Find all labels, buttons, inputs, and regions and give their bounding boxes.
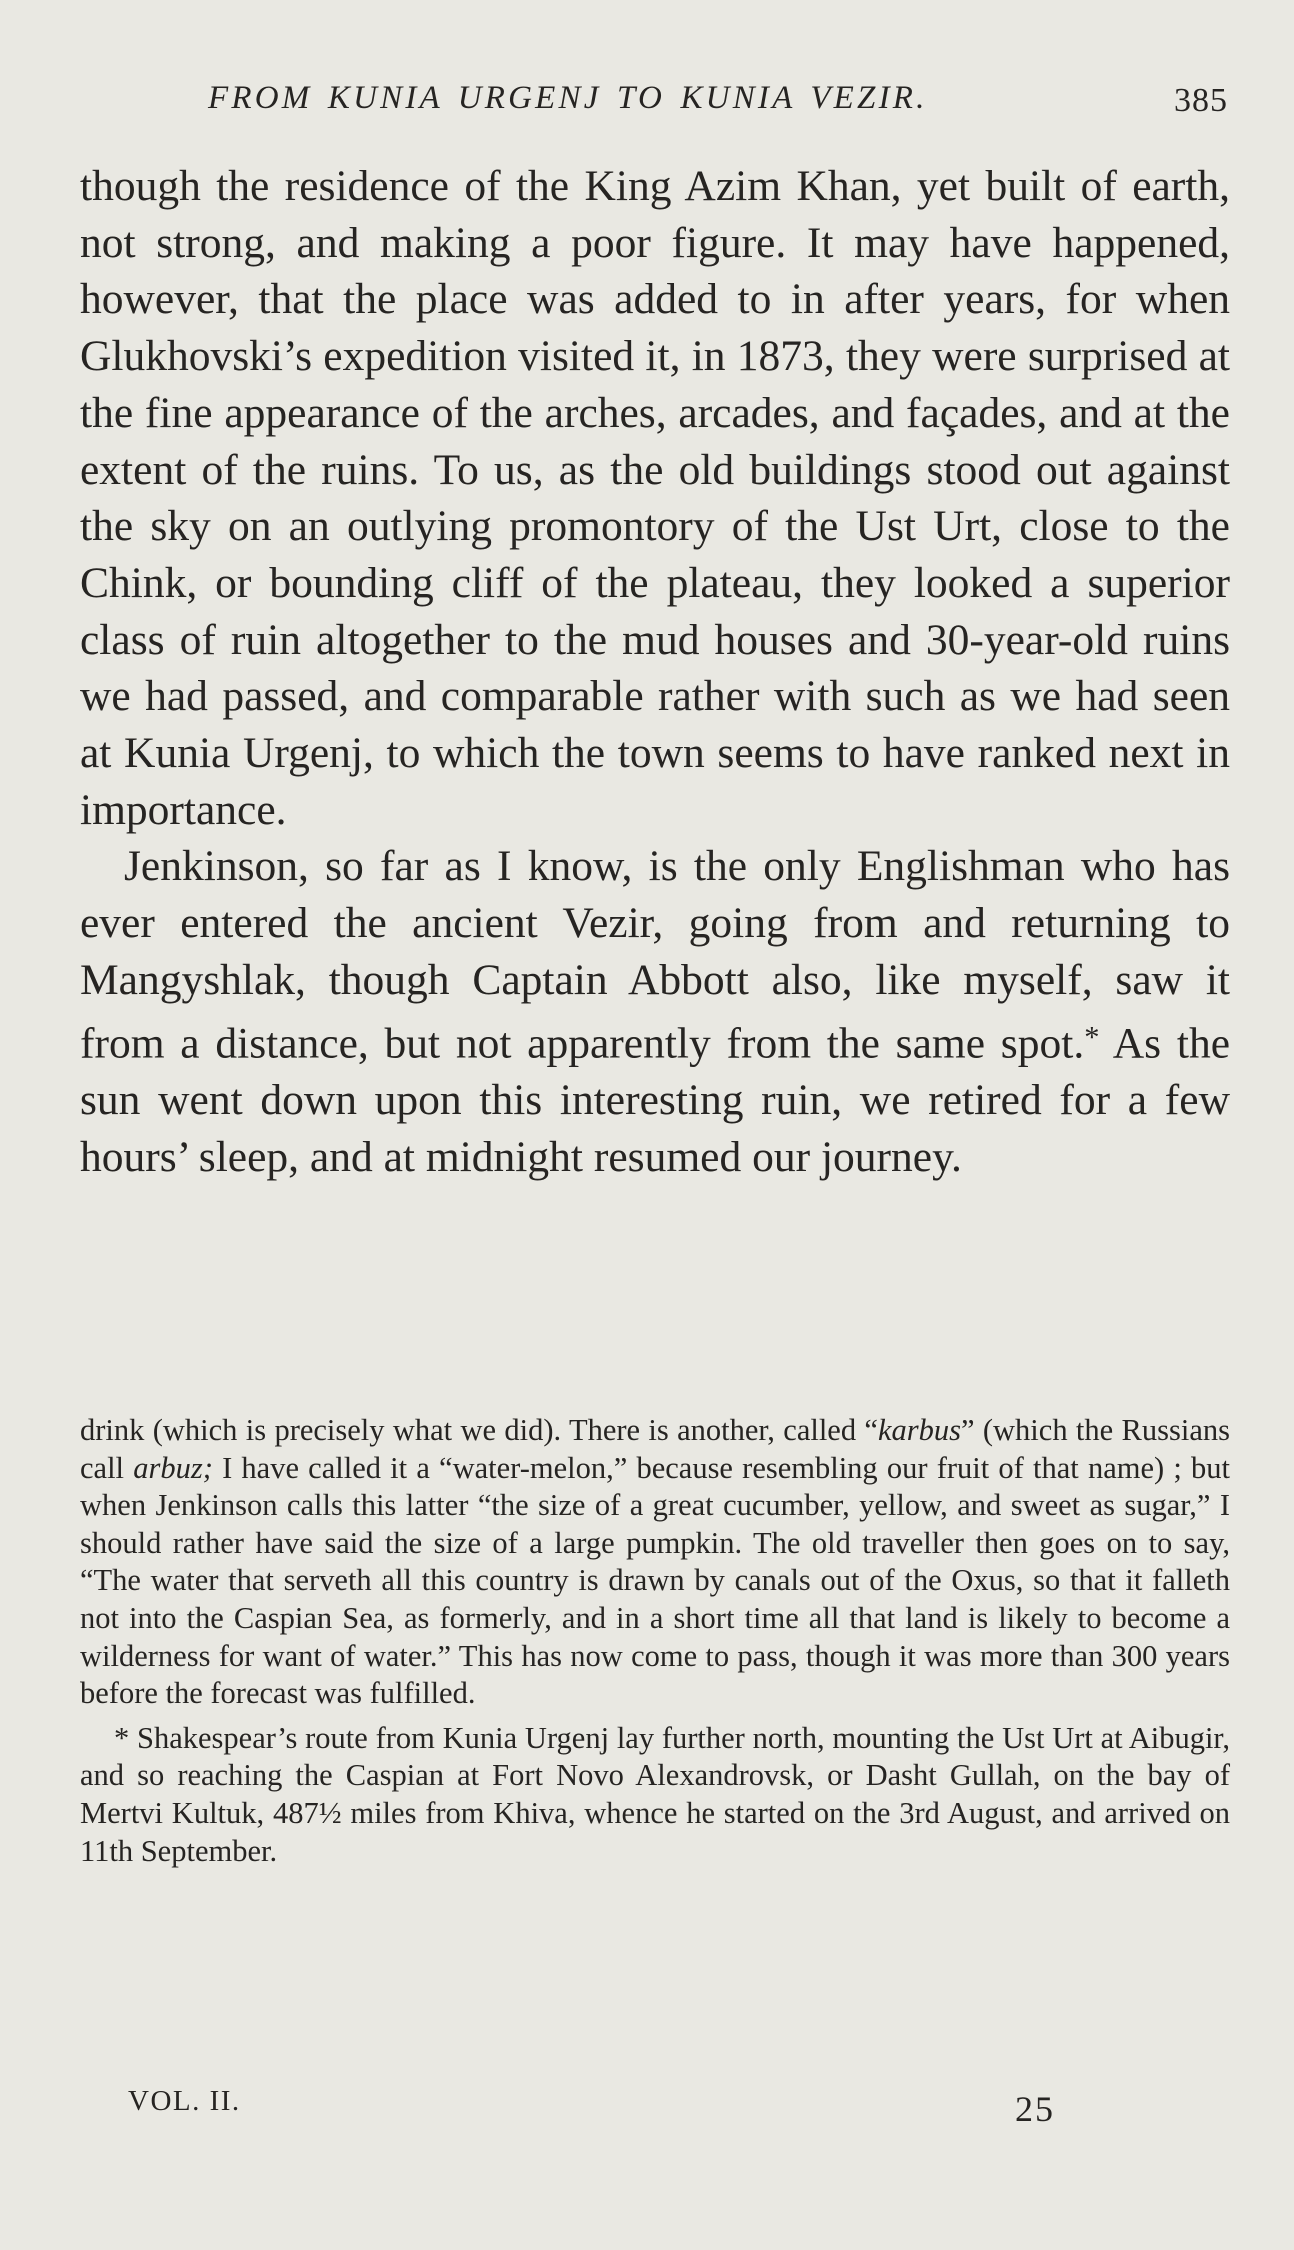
paragraph-2 [80,838,1230,1185]
footnote-continued-part-c: I have called it a “water-melon,” because resembling our fruit of that name) ; but when Jenkinson calls this latter “the size of a great cucumber, yellow, and sweet as sugar,” I should rather have said the size of a large pumpkin. The old traveller then goes on to say, “The water that serveth all this country is drawn by canals out of the Oxus, so that it falleth not into the Caspian Sea, as formerly, and in a short time all that land is likely to become a wilderness for want of water.” This has now come to pass, though it was more than 300 years before the forecast was fulfilled. [80,1450,1230,1711]
paragraph-1: though the residence of the King Azim Khan, yet built of earth, not strong, and making a poor figure. It may have happened, however, that the place was added to in after years, for when Glukhovski’s expedition visited it, in 1873, they were surprised at the fine appearance of the arches, arcades, and façades, and at the extent of the ruins. To us, as the old buildings stood out against the sky on an outlying promontory of the Ust Urt, close to the Chink, or bounding cliff of the plateau, they looked a superior class of ruin altogether to the mud houses and 30-year-old ruins we had passed, and comparable rather with such as we had seen at Kunia Urgenj, to which the town seems to have ranked next in importance. [80,162,1230,834]
footnotes [80,1412,1230,1870]
footnote-mark: * [114,1720,130,1755]
main-text [80,158,1230,1185]
page-number: 385 [1174,82,1228,119]
paragraph-2-part-b: As the sun went down upon this interesting ruin, we retired for a few hours’ sleep, and at midnight resumed our journey. [80,1019,1230,1181]
paragraph-2-part-a: Jenkinson, so far as I know, is the only Englishman who has ever entered the ancient Vezir, going from and returning to Mangyshlak, though Captain Abbott also, like myself, saw it from a distance, but not apparently from the same spot. [80,842,1230,1068]
signature-mark: 25 [1015,2089,1055,2129]
footnote-asterisk [80,1720,1230,1870]
footnote-continued-part-b: ” (which the Russians call [80,1413,1230,1485]
running-title: FROM KUNIA URGENJ TO KUNIA VEZIR. [208,80,928,116]
footnote-reference-mark: * [1084,1019,1100,1054]
karbus-term: karbus [877,1413,961,1447]
footnote-continued [80,1412,1230,1713]
volume-label: VOL. II. [128,2085,241,2117]
footnote-text: Shakespear’s route from Kunia Urgenj lay further north, mounting the Ust Urt at Aibugir, and so reaching the Caspian at Fort Novo Alexandrovsk, or Dasht Gullah, on the bay of Mertvi Kultuk, 487½ miles from Khiva, whence he started on the 3rd August, and arrived on 11th September. [80,1720,1230,1868]
arbuz-term: arbuz; [133,1450,213,1485]
footnote-continued-part-a: drink (which is precisely what we did). There is another, called “ [80,1413,878,1447]
running-head [208,80,1228,130]
